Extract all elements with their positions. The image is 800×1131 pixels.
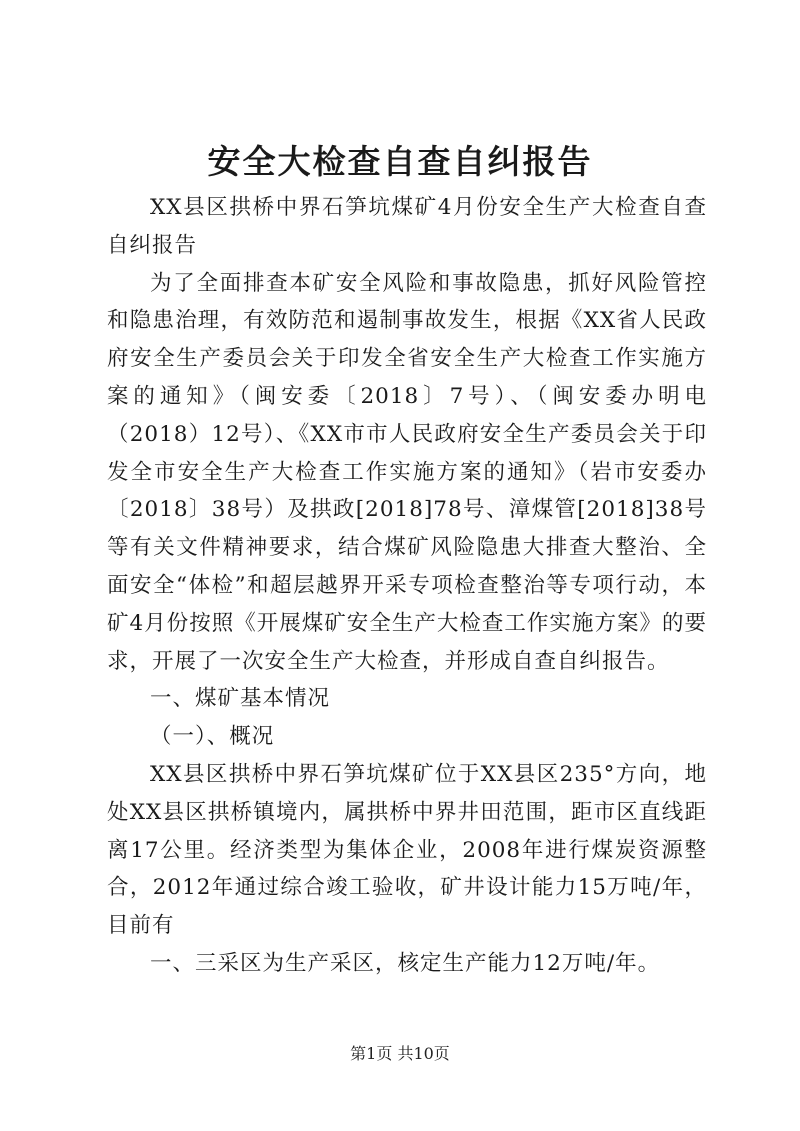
subsection-heading-overview: （一）、概况 (150, 724, 275, 750)
section-heading-basic-info: 一、煤矿基本情况 (150, 686, 331, 712)
background-paragraph: 为了全面排查本矿安全风险和事故隐患，抓好风险管控和隐患治理，有效防范和遏制事故发生，根据《XX省人民政府安全生产委员会关于印发全省安全生产大检查工作实施方案的通知》（闽安委〔2018〕7号）、（闽安委办明电（2018）12号）、《XX市市人民政府安全生产委员会关于印发全市安全生产大检查工作实施方案的通知》（岩市安委办〔2018〕38号）及拱政[2018]78号、漳煤管[2018]38号等有关文件精神要求，结合煤矿风险隐患大排查大整治、全面安全“体检”和超层越界开采专项检查整治等专项行动，本矿4月份按照《开展煤矿安全生产大检查工作实施方案》的要求，开展了一次安全生产大检查，并形成自查自纠报告。 (107, 270, 707, 674)
document-title: 安全大检查自查自纠报告 (207, 142, 593, 181)
mining-area-paragraph: 一、三采区为生产采区，核定生产能力12万吨/年。 (150, 950, 661, 976)
document-body (107, 189, 707, 983)
report-subject-paragraph: XX县区拱桥中界石笋坑煤矿4月份安全生产大检查自查自纠报告 (107, 195, 707, 258)
overview-paragraph: XX县区拱桥中界石笋坑煤矿位于XX县区235°方向，地处XX县区拱桥镇境内，属拱桥中界井田范围，距市区直线距离17公里。经济类型为集体企业，2008年进行煤炭资源整合，2012年通过综合竣工验收，矿井设计能力15万吨/年，目前有 (107, 761, 707, 939)
page-number-footer: 第1页 共10页 (350, 1044, 450, 1063)
